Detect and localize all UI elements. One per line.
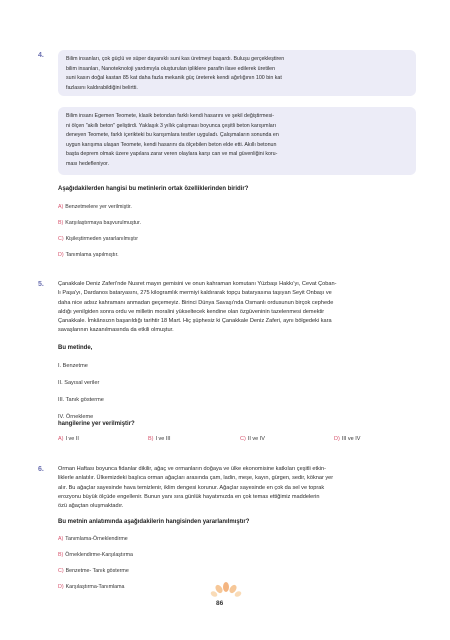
q6-option-c[interactable]	[58, 568, 129, 574]
option-letter: D)	[334, 436, 340, 442]
page-number: 86	[216, 600, 224, 607]
question-4-number: 4.	[38, 52, 44, 59]
q5-line: lı Paşa'yı, Dardanos bataryasını, 275 kilogramlık mermiyi kaldırarak topçu bataryasına taşıyan Seyit Onbaşı ve	[58, 290, 332, 297]
box2-line: uygun karışıma ulaşan Teomete, kendi hasarını da ölçebilen beton elde etti. Akıllı betonun	[66, 141, 277, 148]
q5-item-1: I. Benzetme	[58, 363, 88, 369]
option-letter: C)	[58, 568, 64, 574]
q6-line: alır. Bu ağaçlar sayesinde hava temizlenir, iklim dengesi korunur. Ağaçlar sayesinde en çok da sel ve toprak	[58, 484, 325, 491]
q4-option-b[interactable]	[58, 220, 141, 226]
option-letter: C)	[58, 236, 64, 242]
q6-line: erozyonu büyük ölçüde engellenir. Bunun yanı sıra günlük hayatımızda en çok temas ettiğimiz maddelerin	[58, 493, 320, 500]
q5-line: Çanakkale. İmkânsızın başarıldığı tarihtir 18 Mart. Hiç şüphesiz ki Çanakkale Deniz Zaferi, aynı bölgedeki kara	[58, 318, 332, 325]
option-text: Örneklendirme-Karşılaştırma	[65, 552, 133, 558]
q6-line: Orman Haftası boyunca fidanlar dikilir, ağaç ve ormanların doğaya ve ülke ekonomisine katkıları çeşitli etkin-	[58, 466, 327, 472]
q5-item-4: IV. Örnekleme	[58, 414, 94, 420]
q5-option-a[interactable]	[58, 436, 79, 442]
box1-line: fazlasını kaldırabildiğini belirtti.	[66, 84, 138, 91]
box2-line: ması hedefleniyor.	[66, 160, 109, 167]
q6-option-a[interactable]	[58, 536, 128, 542]
text-box-2	[58, 107, 416, 175]
box2-line: ni ölçen "akıllı beton" geliştirdi. Yaklaşık 3 yıllık çalışması boyunca çeşitli beton karışımları	[66, 122, 276, 129]
option-text: Kişileştirmeden yararlanılmıştır	[65, 236, 139, 242]
q5-line: aldığı yenilgiden sonra ordu ve milletin moralini yükseltecek kendine olan özgüveninin tazelenmesi demektir	[58, 308, 325, 315]
question-4-stem: Aşağıdakilerden hangisi bu metinlerin ortak özelliklerinden biridir?	[58, 186, 249, 192]
flower-ornament-icon	[206, 581, 246, 601]
option-text: Karşılaştırmaya başvurulmuştur.	[65, 220, 141, 226]
q5-item-3: III. Tanık gösterme	[58, 397, 104, 403]
option-text: Tanımlama yapılmıştır.	[65, 252, 119, 258]
option-text: III ve IV	[341, 436, 361, 442]
q5-item-2: II. Sayısal veriler	[58, 380, 100, 386]
q5-option-c[interactable]	[240, 436, 265, 442]
box1-line: bilim insanları, Nanoteknoloji yardımıyla oluşturulan ipliklere parafin ilave edilerek üretilen	[66, 65, 276, 72]
q5-paragraph	[58, 280, 416, 336]
option-letter: B)	[148, 436, 154, 442]
text-box-1	[58, 50, 416, 96]
question-6-stem: Bu metnin anlatımında aşağıdakilerin hangisinden yararlanılmıştır?	[58, 519, 250, 525]
box1-line: suni kasın doğal kastan 85 kat daha fazla mekanik güç üreterek kendi ağırlığının 100 bin kat	[66, 75, 282, 81]
option-text: Benzetmelere yer verilmiştir.	[65, 204, 132, 210]
q4-option-d[interactable]	[58, 252, 119, 258]
option-text: II ve IV	[247, 436, 265, 442]
option-letter: C)	[240, 436, 246, 442]
q6-line: liklerle anlatılır. Ülkemizdeki başlıca orman ağaçları arasında çam, ladin, meşe, kayın, gürgen, sedir, köknar yer	[58, 475, 334, 482]
q6-option-d[interactable]	[58, 584, 124, 590]
option-letter: D)	[58, 252, 64, 258]
question-5-stem: hangilerine yer verilmiştir?	[58, 421, 135, 427]
q5-line: daha nice adsız kahramanı anmadan geçemeyiz. Birinci Dünya Savaşı'nda Osmanlı ordusunun birçok cephede	[58, 299, 334, 306]
q6-line: özü ağaçtan oluşmaktadır.	[58, 503, 124, 510]
q5-option-d[interactable]	[334, 436, 360, 442]
option-letter: A)	[58, 204, 64, 210]
q4-option-a[interactable]	[58, 204, 132, 210]
box2-line: Bilim insanı Egemen Teomete, klasik betondan farklı kendi hasarını ve şekil değiştirmesi-	[66, 113, 275, 119]
q5-option-b[interactable]	[148, 436, 170, 442]
question-6-number: 6.	[38, 466, 44, 473]
option-letter: A)	[58, 536, 64, 542]
option-letter: A)	[58, 436, 64, 442]
option-text: Karşılaştırma-Tanımlama	[65, 584, 125, 590]
box2-line: başta deprem olmak üzere yapılara zarar veren olaylara karşı can ve mal güvenliğini koru-	[66, 151, 278, 157]
q6-option-b[interactable]	[58, 552, 133, 558]
option-text: I ve II	[65, 436, 79, 442]
box2-line: deneyen Teomete, farklı içerikteki bu karışımlara testler uyguladı. Çalışmaların sonunda en	[66, 132, 279, 138]
q4-option-c[interactable]	[58, 236, 138, 242]
q5-line: Çanakkale Deniz Zaferi'nde Nusret mayın gemisini ve onun kahraman komutanı Yüzbaşı Hakkı'yı, Cevat Çoban-	[58, 281, 337, 287]
option-text: I ve III	[155, 436, 171, 442]
option-text: Benzetme- Tanık gösterme	[65, 568, 129, 574]
q5-lead: Bu metinde,	[58, 345, 93, 351]
option-text: Tanımlama-Örneklendirme	[65, 536, 128, 542]
q6-paragraph	[58, 465, 416, 511]
option-letter: B)	[58, 220, 64, 226]
question-5-number: 5.	[38, 281, 44, 288]
box1-line: Bilim insanları, çok güçlü ve süper dayanıklı suni kas üretmeyi başardı. Buluşu gerçekleştiren	[66, 56, 285, 62]
option-letter: D)	[58, 584, 64, 590]
q5-line: savaşlarının kazanılmasında da etkili olmuştur.	[58, 327, 174, 334]
option-letter: B)	[58, 552, 64, 558]
